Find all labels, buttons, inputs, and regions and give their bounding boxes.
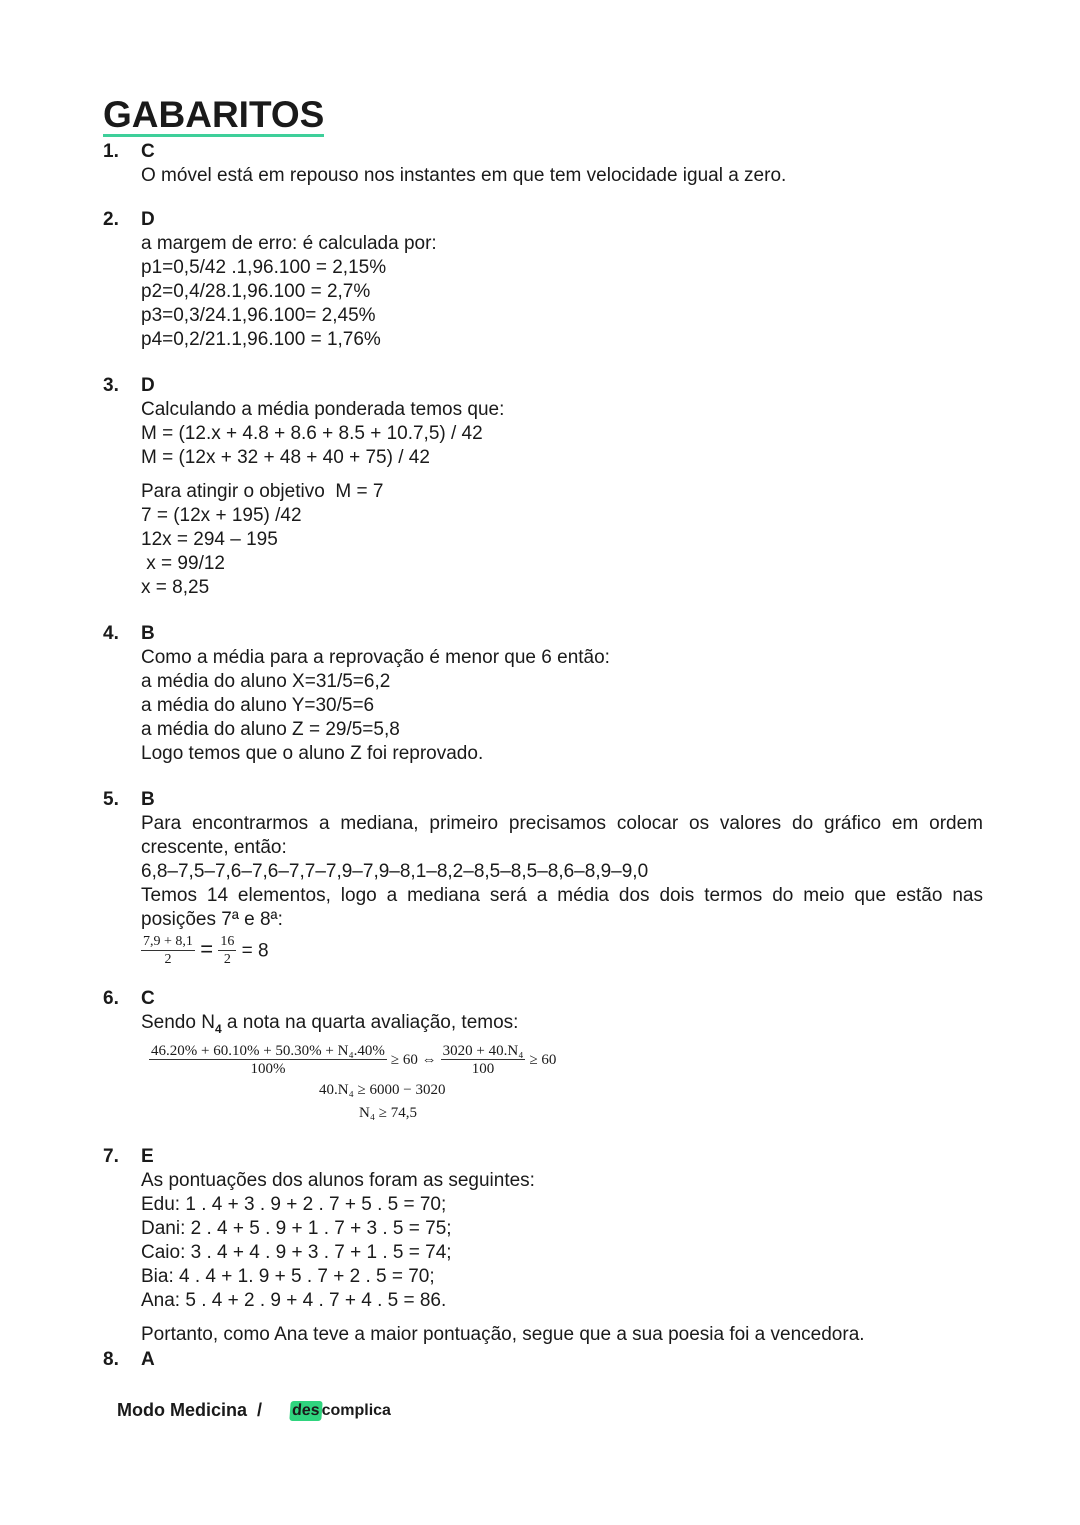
question-header [103,788,983,812]
question-number: 3. [103,375,119,396]
answer-letter: B [141,623,155,644]
answer-letter: B [141,789,155,810]
answer-line: Para encontrarmos a mediana, primeiro precisamos colocar os valores do gráfico em ordem crescente, então: [141,813,983,858]
numerator: 7,9 + 8,1 [143,934,193,949]
relation: ≥ 60 [529,1052,557,1069]
median-formula [103,934,983,969]
intro-text: a nota na quarta avaliação, temos: [221,1012,519,1033]
answer-line: p2=0,4/28.1,96.100 = 2,7% [141,281,371,302]
question-3 [103,374,983,600]
question-header [103,1348,983,1372]
footer [117,1400,391,1421]
question-5 [103,788,983,969]
numerator: 3020 + 40.N₄ [442,1042,524,1059]
question-1 [103,140,983,188]
answer-letter: C [141,141,155,162]
answer-line: As pontuações dos alunos foram as seguintes: [141,1170,535,1191]
intro-text: Sendo N [141,1012,215,1033]
question-number: 4. [103,623,119,644]
footer-separator: / [257,1400,263,1420]
question-number: 1. [103,141,119,162]
answer-letter: E [141,1146,154,1167]
question-number: 5. [103,789,119,810]
grade-formula [103,1043,983,1124]
question-number: 7. [103,1146,119,1167]
spacer [103,470,983,480]
answer-line: O móvel está em repouso nos instantes em que tem velocidade igual a zero. [141,165,787,186]
answer-line: Dani: 2 . 4 + 5 . 9 + 1 . 7 + 3 . 5 = 75; [141,1218,452,1239]
fraction [441,1043,526,1078]
answer-line: Logo temos que o aluno Z foi reprovado. [141,743,484,764]
answer-line: Para atingir o objetivo M = 7 [141,481,384,502]
question-header [103,374,983,398]
answer-line: 12x = 294 – 195 [141,529,278,550]
numerator: 46.20% + 60.10% + 50.30% + N₄.40% [151,1042,385,1059]
question-2 [103,208,983,352]
answer-line: a margem de erro: é calculada por: [141,233,437,254]
answer-line: Como a média para a reprovação é menor que 6 então: [141,647,610,668]
answer-letter: D [141,209,155,230]
denominator: 2 [223,952,231,967]
formula-step: N₄ ≥ 74,5 [359,1104,418,1121]
answer-line: M = (12.x + 4.8 + 8.6 + 8.5 + 10.7,5) / 42 [141,423,483,444]
answer-line: a média do aluno Y=30/5=6 [141,695,375,716]
answer-line: p3=0,3/24.1,96.100= 2,45% [141,305,376,326]
answer-letter: C [141,988,155,1009]
page-title: GABARITOS [103,94,325,135]
question-7 [103,1145,983,1347]
answer-letter: A [141,1349,155,1370]
relation: ≥ 60 ⇔ [390,1052,437,1069]
answer-line: p4=0,2/21.1,96.100 = 1,76% [141,329,381,350]
answer-line: Calculando a média ponderada temos que: [141,399,505,420]
fraction [149,1043,387,1078]
answer-line: Portanto, como Ana teve a maior pontuação, segue que a sua poesia foi a vencedora. [141,1324,865,1345]
descomplica-logo [290,1401,391,1421]
result: = 8 [241,940,269,962]
answer-letter: D [141,375,155,396]
footer-brand: Modo Medicina [117,1400,247,1420]
answer-line: p1=0,5/42 .1,96.100 = 2,15% [141,257,387,278]
logo-part-des: des [289,1401,322,1421]
denominator: 100% [250,1060,286,1077]
answer-line: Temos 14 elementos, logo a mediana será a média dos dois termos do meio que estão nas posições 7ª e 8ª: [141,885,983,930]
answer-line: x = 8,25 [141,577,210,598]
answer-line: 7 = (12x + 195) /42 [141,505,302,526]
fraction [141,934,195,969]
logo-part-complica: complica [321,1401,391,1419]
question-6 [103,987,983,1124]
numerator: 16 [220,934,235,949]
equals: = [200,936,214,962]
answer-line: Edu: 1 . 4 + 3 . 9 + 2 . 7 + 5 . 5 = 70; [141,1194,447,1215]
answer-line: a média do aluno X=31/5=6,2 [141,671,391,692]
question-number: 6. [103,988,119,1009]
fraction [218,934,236,969]
answer-line: a média do aluno Z = 29/5=5,8 [141,719,400,740]
formula-step: 40.N₄ ≥ 6000 − 3020 [319,1081,446,1098]
answer-line: Ana: 5 . 4 + 2 . 9 + 4 . 7 + 4 . 5 = 86. [141,1290,447,1311]
question-header [103,622,983,646]
answer-line: 6,8–7,5–7,6–7,6–7,7–7,9–7,9–8,1–8,2–8,5–8,5–8,6–8,9–9,0 [141,861,649,882]
denominator: 2 [164,952,172,967]
subscript: 4 [214,1021,222,1036]
answer-line: M = (12x + 32 + 48 + 40 + 75) / 42 [141,447,430,468]
answer-line: Caio: 3 . 4 + 4 . 9 + 3 . 7 + 1 . 5 = 74; [141,1242,452,1263]
question-header [103,987,983,1011]
question-4 [103,622,983,766]
question-header [103,140,983,164]
answer-line: x = 99/12 [141,553,225,574]
question-number: 8. [103,1349,119,1370]
spacer [103,1313,983,1323]
question-header [103,208,983,232]
question-8 [103,1348,983,1372]
denominator: 100 [471,1060,495,1077]
answer-line: Bia: 4 . 4 + 1. 9 + 5 . 7 + 2 . 5 = 70; [141,1266,435,1287]
question-number: 2. [103,209,119,230]
answer-line [103,1011,983,1041]
question-header [103,1145,983,1169]
